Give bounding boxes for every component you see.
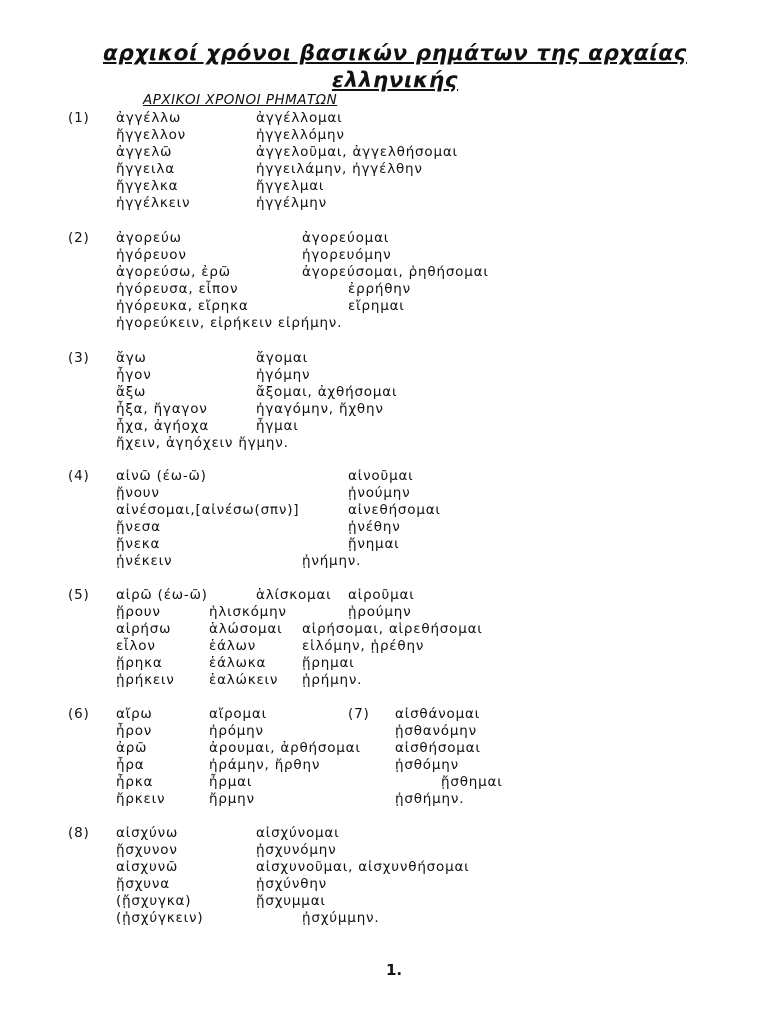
passive-form: ἦγμαι [256,418,299,434]
active-form: ᾔνεκα [116,536,161,552]
active-form: ἀρῶ [116,740,148,756]
passive-form: ἦρμαι [209,774,253,790]
passive-form: ᾐσχυνόμην [256,842,337,858]
active-form: αἰνέσομαι,[αἰνέσω(σπν)] [116,502,300,518]
active-form: αἴρω [116,706,153,722]
passive-form: αἴρομαι [209,706,267,722]
passive-form: ἠράμην, ἤρθην [209,757,321,773]
passive-form: ᾐσχύνθην [256,876,328,892]
active-form: ᾕρηκα [116,655,163,671]
passive-form: ἀγορεύσομαι, ῥηθήσομαι [302,264,489,280]
passive-form: ἠγγειλάμην, ἠγγέλθην [256,161,423,177]
alternate-form: ἑάλων [209,638,257,654]
title-line-1: αρχικοί χρόνοι βασικών ρημάτων της αρχαίας [103,41,687,66]
second-verb-form: ᾐσθανόμην [395,723,477,739]
passive-form: ἠγορευόμην [302,247,392,263]
active-form: ἤχειν, ἀγηόχειν ἤγμην. [116,435,289,451]
active-form: αἰσχύνω [116,825,179,841]
entry-number: (6) [68,706,90,722]
passive-form: ἀρουμαι, ἀρθήσομαι [209,740,361,756]
active-form: ἠγόρευον [116,247,187,263]
passive-form: ἠγγελλόμην [256,127,345,143]
subtitle: ΑΡΧΙΚΟΙ ΧΡΟΝΟΙ ΡΗΜΑΤΩΝ [143,92,338,108]
active-form: ἀγγέλλω [116,110,182,126]
alternate-form: ἁλώσομαι [209,621,283,637]
passive-form: ᾔσχυμμαι [256,893,326,909]
passive-form: ἀγορεύομαι [302,230,390,246]
entry-number: (3) [68,350,90,366]
active-form: ἦρον [116,723,153,739]
passive-form: αἰσχύνομαι [256,825,340,841]
passive-form: ἠγόμην [256,367,311,383]
passive-form: αἰνοῦμαι [348,468,414,484]
entry-number: (8) [68,825,90,841]
passive-form: ᾐνήμην. [302,553,362,569]
alternate-form: ἑάλωκα [209,655,267,671]
page-number: 1. [386,961,403,979]
active-form: ᾔνεσα [116,519,161,535]
active-form: αἱρῶ (έω-ῶ) [116,587,208,603]
active-form: ἦρα [116,757,145,773]
passive-form: αἰσχυνοῦμαι, αἰσχυνθήσομαι [256,859,470,875]
passive-form: ἀγγελοῦμαι, ἀγγελθήσομαι [256,144,458,160]
active-form: ἠγόρευκα, εἴρηκα [116,298,249,314]
active-form: αἱρήσω [116,621,172,637]
passive-form: ᾑρήμην. [302,672,363,688]
active-form: ᾕρουν [116,604,161,620]
passive-form: ἠγγέλμην [256,195,327,211]
active-form: (ᾔσχυγκα) [116,893,192,909]
active-form: ᾔσχυνα [116,876,170,892]
active-form: ἠγγέλκειν [116,195,191,211]
passive-form: ἄξομαι, ἀχθήσομαι [256,384,398,400]
passive-form: εἴρημαι [348,298,405,314]
passive-form: ᾐσχύμμην. [302,910,380,926]
passive-form: ἤγγελμαι [256,178,325,194]
passive-form: ᾕρημαι [302,655,355,671]
active-form: ἤρκειν [116,791,166,807]
passive-form: ᾑρούμην [348,604,412,620]
active-form: ἦγον [116,367,152,383]
active-form: ἦξα, ἤγαγον [116,401,208,417]
passive-form: ἄγομαι [256,350,309,366]
entry-number: (5) [68,587,90,603]
second-verb-form: αἰσθάνομαι [395,706,481,722]
active-form: ἠγορεύκειν, εἰρήκειν εἰρήμην. [116,315,343,331]
active-form: ᾑρήκειν [116,672,175,688]
active-form: ἤγγελλον [116,127,187,143]
passive-form: ἠρόμην [209,723,264,739]
active-form: ἄξω [116,384,147,400]
second-verb-form: ᾔσθημαι [441,774,503,790]
second-verb-form: ᾐσθήμην. [395,791,465,807]
active-form: ᾔσχυνον [116,842,178,858]
passive-form: ᾔνημαι [348,536,400,552]
active-form: ἤγγειλα [116,161,175,177]
passive-form: αἰνεθήσομαι [348,502,441,518]
active-form: αἰσχυνῶ [116,859,179,875]
passive-form: ἤρμην [209,791,255,807]
entry-number: (2) [68,230,90,246]
active-form: ἤγγελκα [116,178,179,194]
passive-form: εἱλόμην, ᾑρέθην [302,638,425,654]
passive-form: αἱρήσομαι, αἱρεθήσομαι [302,621,483,637]
active-form: εἷλον [116,638,156,654]
active-form: (ᾐσχύγκειν) [116,910,204,926]
active-form: ἀγορεύω [116,230,182,246]
active-form: αἰνῶ (έω-ῶ) [116,468,207,484]
active-form: ἀγγελῶ [116,144,173,160]
passive-form: ἠγαγόμην, ἤχθην [256,401,384,417]
entry-number: (4) [68,468,90,484]
active-form: ἦχα, ἀγήοχα [116,418,210,434]
entry-number: (1) [68,110,90,126]
active-form: ᾐνέκειν [116,553,173,569]
title-line-2: ελληνικής [331,68,459,93]
entry-number: (7) [348,706,370,722]
active-form: ᾔνουν [116,485,160,501]
second-verb-form: ᾐσθόμην [395,757,459,773]
active-form: ἦρκα [116,774,154,790]
alternate-form: ἁλίσκομαι [256,587,332,603]
active-form: ἠγόρευσα, εἶπον [116,281,239,297]
second-verb-form: αἰσθήσομαι [395,740,481,756]
passive-form: ᾐνέθην [348,519,401,535]
alternate-form: ἑαλώκειν [209,672,279,688]
active-form: ἀγορεύσω, ἐρῶ [116,264,231,280]
passive-form: ᾐνούμην [348,485,411,501]
passive-form: ἀγγέλλομαι [256,110,343,126]
passive-form: αἱροῦμαι [348,587,415,603]
active-form: ἄγω [116,350,147,366]
alternate-form: ἡλισκόμην [209,604,287,620]
passive-form: ἐρρήθην [348,281,411,297]
